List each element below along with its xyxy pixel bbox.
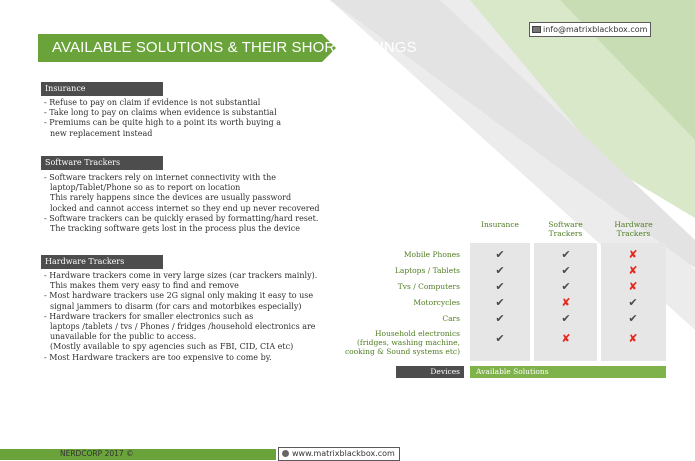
list-item: - Premiums can be quite high to a point its worth buying a <box>44 118 281 128</box>
row-label-line: (fridges, washing machine, <box>357 338 460 347</box>
cross-icon: ✘ <box>628 248 638 261</box>
check-icon: ✔ <box>495 332 505 345</box>
list-item: - Software trackers rely on internet connectivity with the <box>44 173 276 182</box>
list-item: signal jammers to disarm (for cars and motorbikes especially) <box>50 301 302 311</box>
available-solutions-label: Available Solutions <box>470 366 666 378</box>
row-label-tvs-computers: Tvs / Computers <box>397 282 460 291</box>
list-item: This makes them very easy to find and remove <box>50 281 239 291</box>
section-heading-hardware-trackers: Hardware Trackers <box>41 255 163 269</box>
devices-label: Devices <box>396 366 464 378</box>
list-item: - Take long to pay on claims when evidence is substantial <box>44 108 277 118</box>
list-item: - Refuse to pay on claim if evidence is not substantial <box>44 98 261 107</box>
list-item: - Hardware trackers for smaller electronics such as <box>44 311 254 321</box>
check-icon: ✔ <box>561 264 571 277</box>
row-label-household-electronics <box>320 329 460 356</box>
check-icon: ✔ <box>495 280 505 293</box>
column-header-line2: Trackers <box>548 229 583 238</box>
list-item: (Mostly available to spy agencies such as FBI, CID, CIA etc) <box>50 342 294 352</box>
list-item: laptop/Tablet/Phone so as to report on location <box>50 183 241 193</box>
list-item: laptops /tablets / tvs / Phones / fridges /household electronics are <box>50 322 316 332</box>
cross-icon: ✘ <box>561 296 571 309</box>
footer-copyright: NERDCORP 2017 © <box>60 449 134 458</box>
section-heading-insurance: Insurance <box>41 82 163 96</box>
row-label-mobile-phones: Mobile Phones <box>403 250 460 259</box>
column-header-software-trackers <box>534 220 597 238</box>
email-text: info@matrixblackbox.com <box>543 25 648 34</box>
column-header-line2: Trackers <box>616 229 651 238</box>
page-title: AVAILABLE SOLUTIONS & THEIR SHORTCOMINGS <box>52 39 417 56</box>
section-list-insurance <box>44 98 344 139</box>
title-banner <box>38 34 417 62</box>
email-icon <box>532 26 541 33</box>
row-label-motorcycles: Motorcycles <box>413 298 460 307</box>
row-label-laptops-tablets: Laptops / Tablets <box>394 266 460 275</box>
list-item: new replacement instead <box>50 128 153 138</box>
column-header-line1: Software <box>548 220 583 229</box>
check-icon: ✔ <box>561 280 571 293</box>
check-icon: ✔ <box>561 312 571 325</box>
check-icon: ✔ <box>561 248 571 261</box>
cross-icon: ✘ <box>628 332 638 345</box>
column-header-hardware-trackers <box>601 220 666 238</box>
section-list-software-trackers <box>44 173 344 234</box>
section-list-hardware-trackers <box>44 271 344 363</box>
list-item: This rarely happens since the devices are usually password <box>50 193 292 203</box>
row-label-line: cooking & Sound systems etc) <box>344 347 460 356</box>
list-item: - Hardware trackers come in very large sizes (car trackers mainly). <box>44 271 318 280</box>
check-icon: ✔ <box>495 264 505 277</box>
footer-url-badge[interactable] <box>278 447 400 461</box>
list-item: locked and cannot access internet so they end up never recovered <box>50 203 320 213</box>
column-header-insurance <box>470 220 530 229</box>
check-icon: ✔ <box>495 312 505 325</box>
list-item: - Software trackers can be quickly erased by formatting/hard reset. <box>44 213 319 223</box>
list-item: The tracking software gets lost in the process plus the device <box>50 224 300 234</box>
list-item: - Most Hardware trackers are too expensive to come by. <box>44 352 272 362</box>
column-header-line2: Insurance <box>481 220 519 229</box>
cross-icon: ✘ <box>561 332 571 345</box>
row-label-line: Household electronics <box>375 329 460 338</box>
check-icon: ✔ <box>495 296 505 309</box>
footer-url-text: www.matrixblackbox.com <box>292 449 395 458</box>
check-icon: ✔ <box>628 312 638 325</box>
cross-icon: ✘ <box>628 264 638 277</box>
list-item: unavailable for the public to access. <box>50 332 197 342</box>
cross-icon: ✘ <box>628 280 638 293</box>
check-icon: ✔ <box>495 248 505 261</box>
footer-bar <box>0 449 276 460</box>
column-header-line1: Hardware <box>614 220 653 229</box>
section-heading-software-trackers: Software Trackers <box>41 156 163 170</box>
email-badge[interactable] <box>529 22 651 37</box>
globe-icon <box>282 450 289 457</box>
list-item: - Most hardware trackers use 2G signal only making it easy to use <box>44 291 314 301</box>
row-label-cars: Cars <box>442 314 460 323</box>
check-icon: ✔ <box>628 296 638 309</box>
